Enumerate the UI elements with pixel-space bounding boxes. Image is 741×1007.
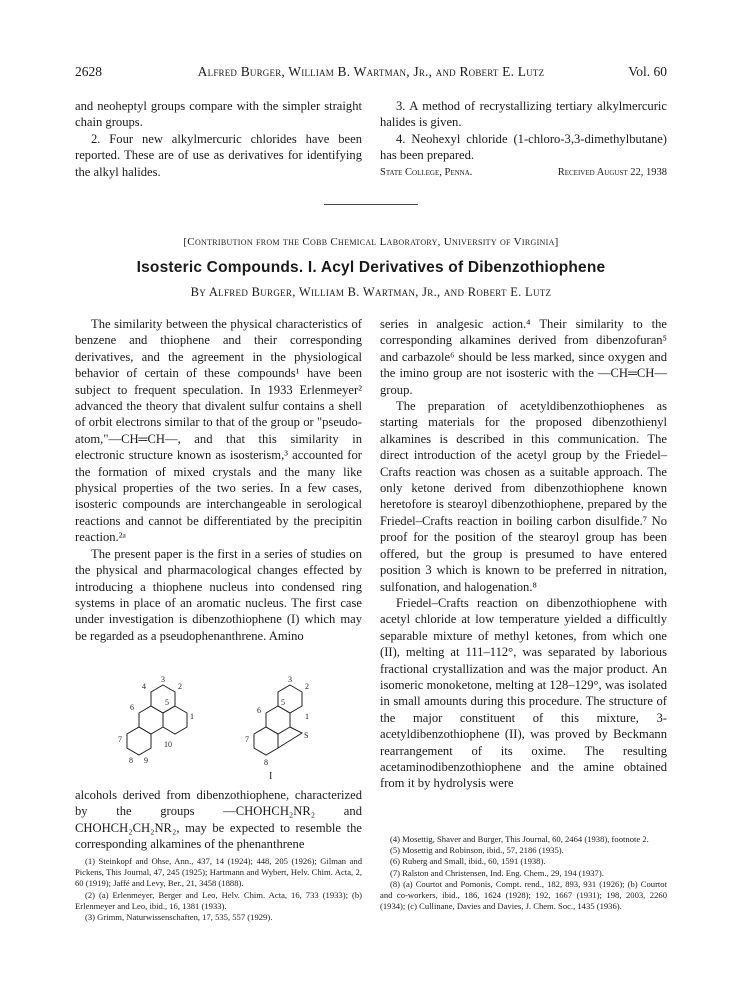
received-date: Received August 22, 1938: [557, 166, 667, 178]
body-paragraph: The similarity between the physical characteristics of benzene and thiophene and their corresponding derivatives, and the agreement in the physiological behavior of certain of these compounds¹ have been subject to frequent speculation. In 1933 Erlenmeyer² advanced the theory that divalent sulfur contains a shell of orbit electrons similar to that of the group or "pseudo-atom,"—CH═CH—, and that this similarity in electronic structure known as isosterism,³ accounted for the formation of mixed crystals and the many like physical properties of the two series. In a few cases, isosteric compounds are interchangeable in serological reactions and cannot be differentiated by the precipitin reaction.²ᵃ: [75, 317, 362, 545]
structure-label: 6: [130, 703, 134, 712]
footnote: (5) Mosettig and Robinson, ibid., 57, 2186 (1935).: [390, 845, 564, 856]
header-authors: Alfred Burger, William B. Wartman, Jr., and Robert E. Lutz: [197, 64, 545, 79]
footnote: (4) Mosettig, Shaver and Burger, This Journal, 60, 2464 (1938), footnote 2.: [390, 834, 649, 844]
ring-right: [163, 706, 187, 734]
ring-top: [151, 685, 175, 713]
prev-paragraph: 3. A method of recrystallizing tertiary alkylmercuric halides is given.: [380, 99, 667, 130]
structure-figure: [75, 675, 362, 785]
body-paragraph: The preparation of acetyldibenzothiophenes as starting materials for the proposed dibenzothienyl alkamines is described in this communication. The direct introduction of the acetyl group by the Friedel–Crafts reaction was chosen as a suitable approach. The only ketone derived from dibenzothiophene known heretofore is stearoyl dibenzothiophene, prepared by the Friedel–Crafts reaction in boiling carbon disulfide.⁷ No proof for the position of the stearoyl group has been offered, but the group is presumed to have entered position 3 which is known to be preferred in nitration, sulfonation, and halogenation.⁸: [380, 399, 667, 594]
ring-bottom: [127, 727, 151, 755]
body-paragraph: Friedel–Crafts reaction on dibenzothiophene with acetyl chloride at low temperature yielded a difficultly separable mixture of methyl ketones, from which one (II), melting at 111–112°, was separated by laborious fractional crystallization and was the major product. An isomeric monoketone, melting at 128–129°, was isolated in small amounts during this procedure. The structure of the major constituent of this mixture, 3-acetyldibenzothiophene (II), was proved by Beckmann rearrangement of its oxime. The resulting acetaminodibenzothiophene and the amine obtained from it by hydrolysis were: [380, 595, 667, 791]
structure-label: 3: [288, 675, 292, 684]
byline: By Alfred Burger, William B. Wartman, Jr., and Robert E. Lutz: [190, 285, 552, 299]
article-divider: [324, 204, 418, 205]
structure-label: 10: [164, 740, 172, 749]
prev-paragraph: 4. Neohexyl chloride (1-chloro-3,3-dimethylbutane) has been prepared.: [380, 131, 667, 163]
structure-label: 5: [281, 698, 285, 707]
footnotes-right: [380, 834, 667, 912]
structure-label: 8: [264, 758, 268, 767]
page-number: 2628: [75, 64, 102, 79]
prev-article-right: [380, 98, 667, 181]
running-header: [75, 64, 667, 84]
structure-drawing: [75, 675, 362, 785]
structure-label: 1: [305, 712, 309, 721]
ring-middle-2: [266, 706, 290, 734]
footnote: (1) Steinkopf and Ohse, Ann., 437, 14 (1924); 448, 205 (1926); Gilman and Pickens, This Journal, 47, 245 (1925); Hartmann and Wybert, Helv. Chim. Acta, 2, 60 (1919); Jaffé and Levy, Ber., 21, 3458 (1888).: [75, 856, 362, 889]
article-title: Isosteric Compounds. I. Acyl Derivatives of Dibenzothiophene: [136, 259, 606, 276]
structure-label: 2: [178, 682, 182, 691]
footnote: (7) Ralston and Christensen, Ind. Eng. Chem., 29, 194 (1937).: [390, 867, 604, 878]
prev-paragraph: and neoheptyl groups compare with the simpler straight chain groups.: [75, 99, 362, 130]
structure-label: 7: [245, 735, 249, 744]
prev-article-left: [75, 98, 362, 180]
footnote: (2) (a) Erlenmeyer, Berger and Leo, Helv. Chim. Acta, 16, 733 (1933); (b) Erlenmeyer and Leo, ibid., 16, 1381 (1933).: [75, 889, 362, 911]
signoff: [380, 165, 667, 181]
footnote: (3) Grimm, Naturwissenschaften, 17, 535, 557 (1929).: [85, 912, 273, 923]
structure-caption: I: [269, 771, 273, 782]
body-paragraph: The present paper is the first in a series of studies on the physical and pharmacological changes effected by introducing a thiophene nucleus into condensed ring systems in place of an aromatic nucleus. The first case under investigation is dibenzothiophene (I) which may be regarded as a pseudophenanthrene. Amino: [75, 546, 362, 643]
structure-label: 1: [190, 712, 194, 721]
body-left-top: [75, 316, 362, 644]
thiophene-bonds: [278, 727, 302, 748]
ring-bottom-2: [254, 727, 278, 755]
ring-middle: [139, 706, 163, 734]
place: State College, Penna.: [380, 166, 473, 178]
structure-label: 9: [144, 756, 148, 765]
body-left-bottom: [75, 787, 362, 853]
structure-label: 6: [257, 706, 261, 715]
body-right: [380, 316, 667, 792]
contribution-line: [Contribution from the Cobb Chemical Laboratory, University of Virginia]: [183, 236, 559, 248]
prev-paragraph: 2. Four new alkylmercuric chlorides have been reported. These are of use as derivatives for identifying the alkyl halides.: [75, 131, 362, 179]
structure-label: 4: [142, 682, 146, 691]
structure-label: 2: [305, 682, 309, 691]
footnotes-left: [75, 856, 362, 923]
structure-label: 8: [129, 756, 133, 765]
footnote: (8) (a) Courtot and Pomonis, Compt. rend., 182, 893, 931 (1926); (b) Courtot and co-workers, ibid., 186, 1624 (1928); 192, 1667 (1931); 198, 2003, 2260 (1934); (c) Cullinane, Davies and Davies, J. Chem. Soc., 1435 (1936).: [380, 878, 667, 912]
structure-label: 3: [161, 675, 165, 684]
body-paragraph: series in analgesic action.⁴ Their similarity to the corresponding alkamines derived from dibenzofuran⁵ and carbazole⁶ should be less marked, since oxygen and the imino group are not isosteric with the —CH═CH— group.: [380, 317, 667, 397]
footnote: (6) Ruberg and Small, ibid., 60, 1591 (1938).: [390, 856, 546, 867]
body-paragraph: alcohols derived from dibenzothiophene, characterized by the groups —CHOHCH₂NR₂ and CHOHCH₂CH₂NR₂, may be expected to resemble the corresponding alkamines of the phenanthrene: [75, 788, 362, 852]
structure-label: 7: [118, 735, 122, 744]
structure-label: 5: [165, 698, 169, 707]
volume-label: Vol. 60: [628, 64, 667, 79]
structure-label: S: [304, 731, 309, 740]
